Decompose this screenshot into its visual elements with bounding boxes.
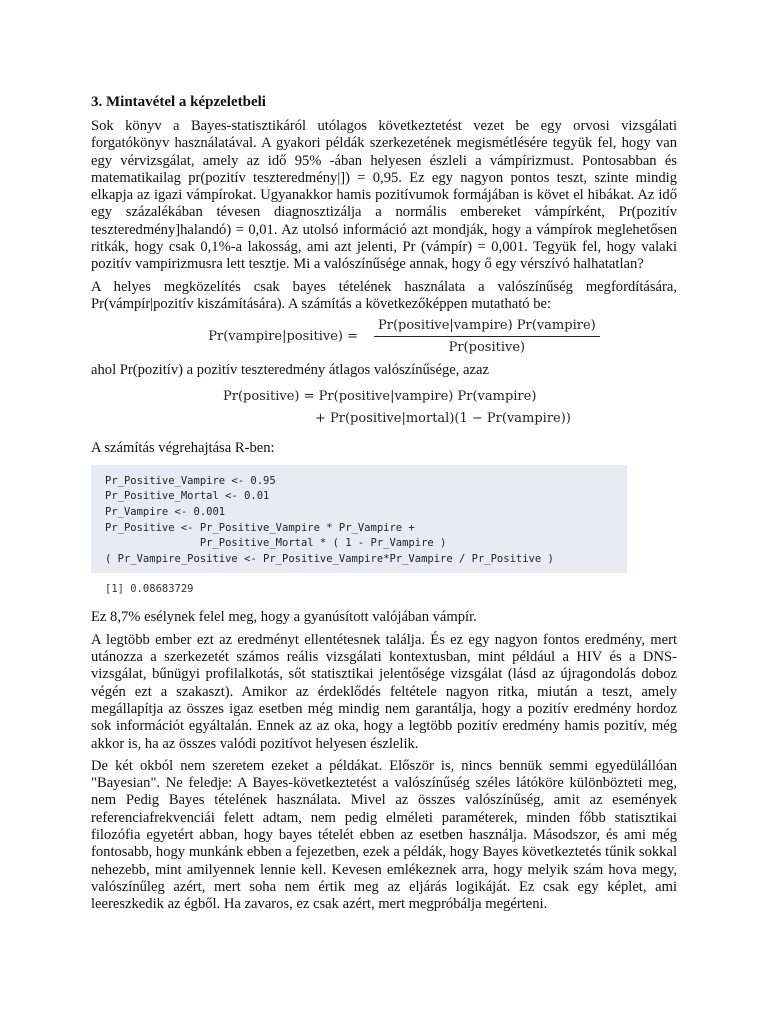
code-line: Pr_Positive <- Pr_Positive_Vampire * Pr_Vampire + [105, 521, 415, 534]
code-line: Pr_Positive_Mortal * ( 1 - Pr_Vampire ) [105, 537, 447, 550]
formula-fraction [374, 318, 600, 355]
code-line: Pr_Positive_Mortal <- 0.01 [105, 490, 270, 503]
paragraph-where: ahol Pr(pozitív) a pozitív teszteredmény átlagos valószínűsége, azaz [91, 362, 489, 379]
section-heading: 3. Mintavétel a képzeletbeli [91, 94, 266, 110]
r-output: [1] 0.08683729 [105, 583, 194, 596]
code-line: Pr_Positive_Vampire <- 0.95 [105, 474, 276, 487]
formula2-line1: Pr(positive) = Pr(positive|vampire) Pr(vampire) [223, 388, 537, 404]
paragraph-r-intro: A számítás végrehajtása R-ben: [91, 439, 275, 456]
paragraph-discussion: A legtöbb ember ezt az eredményt ellentétesnek találja. És ez egy nagyon fontos eredmény, mert utánozza a szerkezetét számos reális vizsgálati kontextusban, mint például a HIV és a DNS-vizsgálat, bűnügyi profilalkotás, sőt statisztikai jelentősége vizsgálat (lásd az újragondolás doboz végén ezt a szakaszt). Amikor az érdeklődés feltétele nagyon ritka, miután a teszt, amely megállapítja az összes igaz esetben még mindig nem garantálja, hogy a pozitív eredmény hordoz sok információt egyáltalán. Ennek az az oka, hogy a legtöbb pozitív eredmény hamis pozitív, még akkor is, ha az összes valódi pozitívot helyesen észlelik. [91, 631, 677, 752]
formula2-line2: + Pr(positive|mortal)(1 − Pr(vampire)) [315, 410, 571, 426]
r-code-block [91, 465, 627, 574]
paragraph-result: Ez 8,7% esélynek felel meg, hogy a gyanúsított valójában vámpír. [91, 609, 477, 626]
total-probability-formula [91, 386, 677, 430]
bayes-formula [91, 318, 677, 355]
formula-denominator: Pr(positive) [448, 340, 526, 356]
code-line: Pr_Vampire <- 0.001 [105, 506, 226, 519]
paragraph-critique: De két okból nem szeretem ezeket a példákat. Először is, nincs bennük semmi egyedülállóan "Bayesian". Ne feledje: A Bayes-következtetést a valószínűség széles látóköre különbözteti meg, nem Pedig Bayes tételének használata. Mivel az összes valószínűség, amit az események referenciafrekvenciái felett adtam, nem pedig elméleti paraméterek, minden főbb statisztikai filozófia egyetért abban, hogy bayes tételét ebben az esetben használja. Másodszor, és ami még fontosabb, hogy munkánk ebben a fejezetben, ezek a példák, hogy Bayes következtetés tűnik sokkal nehezebb, mint amilyennek lennie kell. Kevesen emlékeznek arra, hogy melyik szám hova megy, valószínűleg azért, mert soha nem értik meg az eljárás logikáját. Ez csak egy képlet, ami leereszkedik az égből. Ha zavaros, ez csak azért, mert megpróbálja megérteni. [91, 757, 677, 913]
formula-numerator: Pr(positive|vampire) Pr(vampire) [374, 318, 600, 337]
document-content [91, 92, 677, 918]
formula-lhs: Pr(vampire|positive) = [208, 329, 358, 345]
paragraph-intro: Sok könyv a Bayes-statisztikáról utólagos következtetést vezet be egy orvosi vizsgálati forgatókönyv használatával. A gyakori példák szerkezetének megismétlésére tegyük fel, hogy van egy vérvizsgálat, amely az idő 95% -ában helyesen észleli a vámpírizmust. Pontosabban és matematikailag pr(pozitív teszteredmény|]) = 0,95. Ez egy nagyon pontos teszt, szinte mindig elkapja az igazi vámpírokat. Ugyanakkor hamis pozitívumok formájában is követ el hibákat. Az idő egy százalékában tévesen diagnosztizálja a normális embereket vámpírként, Pr(pozitív teszteredmény]halandó) = 0,01. Az utolsó információ azt mondják, hogy a vámpírok meglehetősen ritkák, hogy csak 0,1%-a lakosság, ami azt jelenti, Pr (vámpír) = 0,001. Tegyük fel, hogy valaki pozitív vampirizmusra lett tesztje. Mi a valószínűsége annak, hogy ő egy vérszívó halhatatlan? [91, 118, 677, 273]
code-line: ( Pr_Vampire_Positive <- Pr_Positive_Vampire*Pr_Vampire / Pr_Positive ) [105, 552, 554, 565]
paragraph-approach: A helyes megközelítés csak bayes tételének használata a valószínűség megfordítására, Pr(vámpír|pozitív kiszámítására). A számítás a következőképpen mutatható be: [91, 278, 677, 312]
